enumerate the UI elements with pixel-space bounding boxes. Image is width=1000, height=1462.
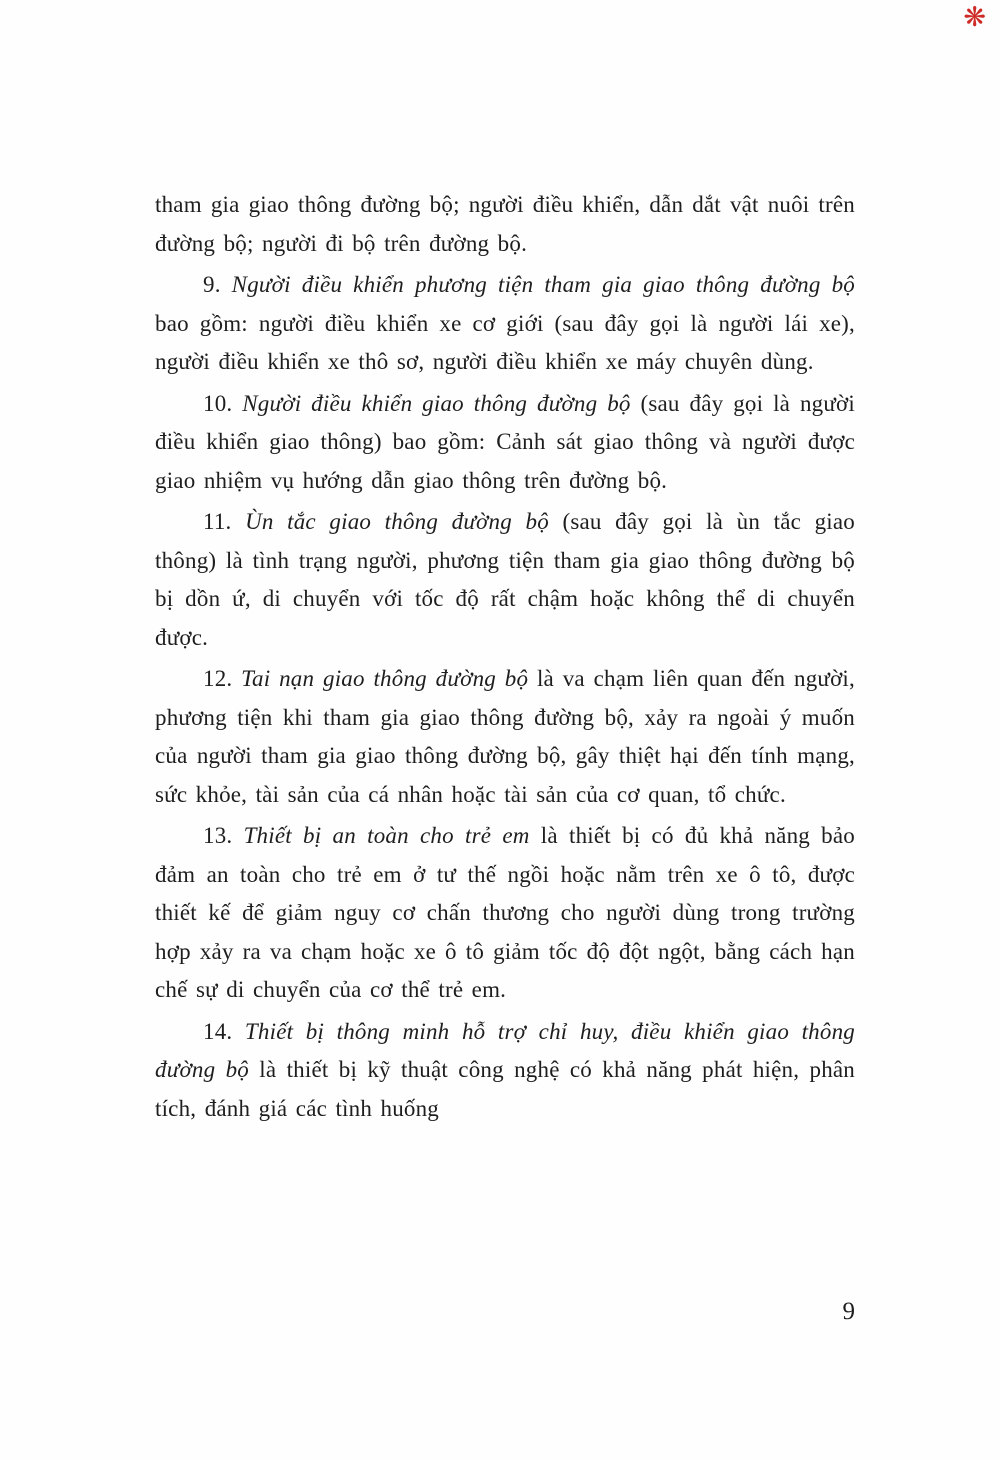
text-segment: 9.: [203, 272, 232, 297]
paragraph: [155, 660, 855, 814]
text-segment: 11.: [203, 509, 246, 534]
text-segment: Tai nạn giao thông đường bộ: [241, 666, 529, 691]
text-segment: 12.: [203, 666, 242, 691]
page-number: 9: [842, 1298, 855, 1325]
text-segment: là thiết bị có đủ khả năng bảo đảm an toàn cho trẻ em ở tư thế ngồi hoặc nằm trên xe ô tô, được thiết kế để giảm nguy cơ chấn thương cho người dùng trong trường hợp xảy ra va chạm hoặc xe ô tô giảm tốc độ đột ngột, bằng cách hạn chế sự di chuyển của cơ thể trẻ em.: [155, 823, 855, 1002]
paragraph: [155, 817, 855, 1010]
text-segment: 13.: [203, 823, 244, 848]
paragraph: [155, 1013, 855, 1129]
text-segment: là thiết bị kỹ thuật công nghệ có khả năng phát hiện, phân tích, đánh giá các tình huống: [155, 1057, 856, 1121]
paragraph: [155, 385, 855, 501]
text-segment: 10.: [203, 390, 243, 416]
text-segment: tham gia giao thông đường bộ; người điều khiển, dẫn dắt vật nuôi trên đường bộ; người đi bộ trên đường bộ.: [155, 192, 855, 256]
text-segment: bao gồm: người điều khiển xe cơ giới (sau đây gọi là người lái xe), người điều khiển xe thô sơ, người điều khiển xe máy chuyên dùng.: [155, 310, 855, 374]
paragraph: [155, 186, 855, 263]
text-segment: Ùn tắc giao thông đường bộ: [245, 509, 549, 534]
text-segment: (sau đây gọi là ùn tắc giao thông) là tình trạng người, phương tiện tham gia giao thông đường bộ bị dồn ứ, di chuyển với tốc độ rất chậm hoặc không thể di chuyển được.: [155, 509, 855, 650]
text-segment: Người điều khiển phương tiện tham gia giao thông đường bộ: [231, 272, 855, 297]
text-segment: 14.: [203, 1018, 245, 1044]
flower-ornament-icon: ❋: [963, 2, 986, 33]
text-segment: Người điều khiển giao thông đường bộ: [242, 390, 631, 416]
text-segment: là va chạm liên quan đến người, phương tiện khi tham gia giao thông đường bộ, xảy ra ngoài ý muốn của người tham gia giao thông đường bộ, gây thiệt hại đến tính mạng, sức khỏe, tài sản của cá nhân hoặc tài sản của cơ quan, tổ chức.: [155, 666, 855, 807]
text-segment: Thiết bị an toàn cho trẻ em: [243, 823, 530, 848]
text-block: [155, 186, 855, 1131]
paragraph: [155, 266, 855, 382]
text-segment: Thiết bị thông minh hỗ trợ chỉ huy, điều khiển giao thông đường bộ: [155, 1018, 855, 1082]
paragraph: [155, 503, 855, 657]
text-segment: (sau đây gọi là người điều khiển giao thông) bao gồm: Cảnh sát giao thông và người được giao nhiệm vụ hướng dẫn giao thông trên đường bộ.: [155, 390, 855, 493]
